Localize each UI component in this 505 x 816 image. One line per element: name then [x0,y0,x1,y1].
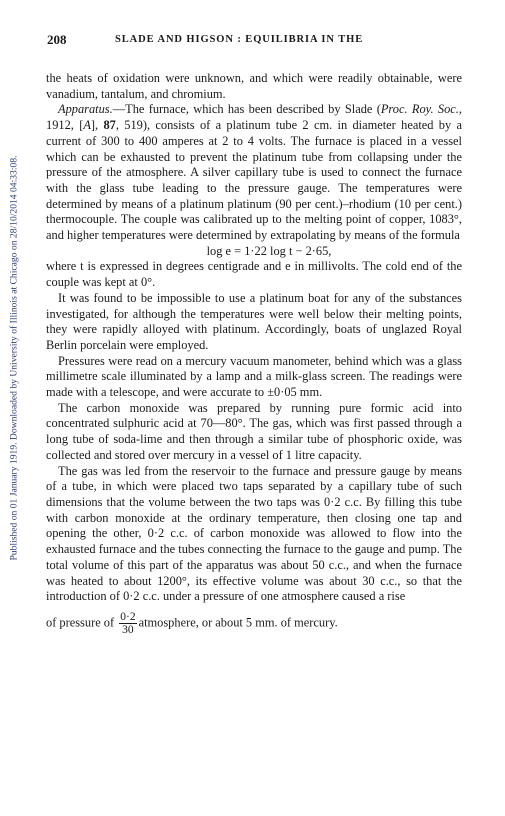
formula: log e = 1·22 log t − 2·65, [206,243,332,258]
series-ref: A [83,118,91,133]
paragraph: It was found to be impossible to use a platinum boat for any of the substances investigated, for although the temperatures were well below their melting points, they were rapidly alloyed with platinum. Accordingly, boats of unglazed Royal Berlin porcelain were employed. [46,290,462,352]
fraction-numerator: 0·2 [120,610,136,623]
paragraph: Pressures were read on a mercury vacuum manometer, behind which was a glass millimetre scale illuminated by a lamp and a milk-glass screen. The readings were made with a telescope, and were accurate to ±0·05 mm. [46,353,462,400]
page-header [47,32,461,48]
section-lead: Apparatus. [58,102,113,117]
page-number: 208 [47,32,67,47]
paragraph-apparatus: Apparatus.—The furnace, which has been described by Slade (Proc. Roy. Soc., 1912, [A], 87, 519), consists of a platinum tube 2 cm. in diameter heated by a current of 300 to 400 amperes at 2 to 4 volts. The furnace is placed in a vessel which can be exhausted to prevent the platinum tube from collapsing under the pressure of the atmosphere. A silver capillary tube is used to connect the furnace with the glass tube leading to the pressure gauge. The temperatures were determined by means of a platinum platinum (90 per cent.)–rhodium (10 per cent.) thermocouple. The couple was calibrated up to the melting point of copper, 1083°, and higher temperatures were determined by extrapolating by means of the formula [46,102,462,243]
paragraph: The gas was led from the reservoir to the furnace and pressure gauge by means of a tube, in which were placed two taps separated by a capillary tube of such dimensions that the volume between the two taps was 0·2 c.c. By filling this tube with carbon monoxide at the ordinary temperature, then closing one tap and opening the other, 0·2 c.c. of carbon monoxide was allowed to flow into the exhausted furnace and the tubes connecting the furnace to the gauge and pump. The total volume of this part of the apparatus was about 50 c.c., and when the furnace was heated to about 1200°, its effective volume was about 30 c.c., so that the introduction of 0·2 c.c. under a pressure of one atmosphere caused a rise [46,463,462,604]
fraction [119,611,136,636]
paragraph: where t is expressed in degrees centigrade and e in millivolts. The cold end of the couple was kept at 0°. [46,259,462,290]
paragraph: The carbon monoxide was prepared by running pure formic acid into concentrated sulphuric acid at 70—80°. The gas, which was first passed through a long tube of soda-lime and then through a similar tube of phosphoric oxide, was collected and stored over mercury in a vessel of 1 litre capacity. [46,400,462,462]
running-head: SLADE AND HIGSON : EQUILIBRIA IN THE [115,34,364,45]
journal-ref: Proc. Roy. Soc. [380,102,459,117]
volume-ref: 87 [103,118,116,133]
fraction-denominator: 30 [122,623,134,636]
paragraph-fraction: of pressure of $\frac{0\cdot 2}{30}$ atmosphere, or about 5 mm. of mercury. [46,610,338,636]
download-watermark [6,58,22,658]
paragraph: the heats of oxidation were unknown, and which were readily obtainable, were vanadium, tantalum, and chromium. [46,71,462,101]
download-watermark-text: Published on 01 January 1919. Downloaded by University of Illinois at Chicago on 28/10/2014 04:33:08. [8,155,20,561]
article-body [46,71,462,636]
